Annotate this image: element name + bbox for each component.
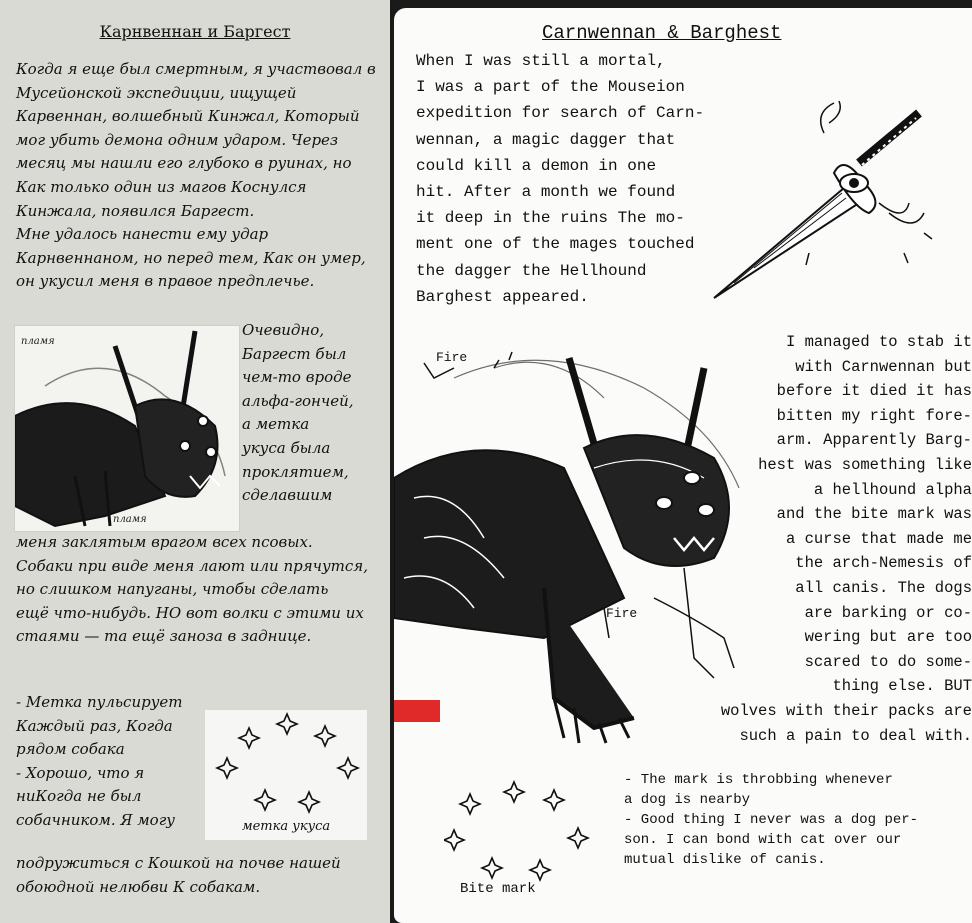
page-text-story: I managed to stab it with Carnwennan but before it died it has bitten my right fore- arm. Apparently Barg- hest was something like a hellhound alpha and the bite mark was a curse that made me the arch-Nemesis of all canis. The dogs are barking or co- wering but are too scared to do some- thing else. BUT wolves with their packs are such a pain to deal with. bbox=[720, 333, 972, 745]
bite-mark-stars bbox=[205, 710, 367, 820]
creature-thumbnail bbox=[14, 325, 240, 532]
thumb-fire-label-bottom: пламя bbox=[113, 514, 147, 525]
page-text-notes: - The mark is throbbing whenever a dog is nearby - Good thing I never was a dog per- son. I can bond with cat over our mutual dislike of canis. bbox=[624, 772, 919, 868]
translation-paragraph-2: Очевидно, Баргест был чем-то вроде альфа-гончей, а метка укуса была проклятием, сделавшим bbox=[242, 321, 354, 505]
creature-thumbnail-drawing bbox=[15, 326, 239, 531]
sketchbook-page bbox=[394, 8, 972, 923]
page-title: Carnwennan & Barghest bbox=[542, 22, 782, 44]
page-text-intro: When I was still a mortal, I was a part of the Mouseion expedition for search of Carn- wennan, a magic dagger that could kill a demon in one hit. After a month we found it deep in the ruins The mo- ment one of the mages touched the dagger the Hellhound Barghest appeared. bbox=[416, 52, 705, 306]
translation-paragraph-1: Когда я еще был смертным, я участвовал в Мусейонской экспедиции, ищущей Карвеннан, волшебный Кинжал, Который мог убить демона одним ударом. Через месяц мы нашли его глубоко в руинах, но Как только один из магов Коснулся Кинжала, появился Баргест. Мне удалось нанести ему удар Карнвеннаном, но перед тем, Как он умер, он укусил меня в правое предплечье. bbox=[16, 60, 376, 291]
translation-paragraph-5: подружиться с Кошкой на почве нашей обоюдной нелюбви К собакам. bbox=[16, 854, 341, 896]
red-bookmark-tab bbox=[394, 700, 440, 722]
bite-mark-label: Bite mark bbox=[460, 881, 536, 897]
translation-title: Карнвеннан и Баргест bbox=[99, 22, 291, 41]
bite-mark-drawing bbox=[444, 780, 594, 890]
bite-mark-thumbnail bbox=[205, 710, 367, 840]
translation-paragraph-3: меня заклятым врагом всех псовых. Собаки при виде меня лают или прячутся, но слишком напуганы, чтобы сделать ещё что-нибудь. НО вот волки с этими их стаями — та ещё заноза в заднице. bbox=[16, 533, 369, 646]
thumb-fire-label-top: пламя bbox=[21, 336, 55, 347]
dagger-drawing bbox=[694, 93, 944, 313]
fire-label-bottom: Fire bbox=[606, 606, 638, 621]
translation-paragraph-4: - Метка пульсирует Каждый раз, Когда рядом собака - Хорошо, что я ниКогда не был собачником. Я могу bbox=[16, 693, 183, 829]
translation-panel bbox=[0, 0, 390, 923]
sketchbook-photo bbox=[390, 0, 972, 923]
fire-label-top: Fire bbox=[436, 350, 468, 365]
bite-mark-caption: метка укуса bbox=[241, 819, 331, 834]
